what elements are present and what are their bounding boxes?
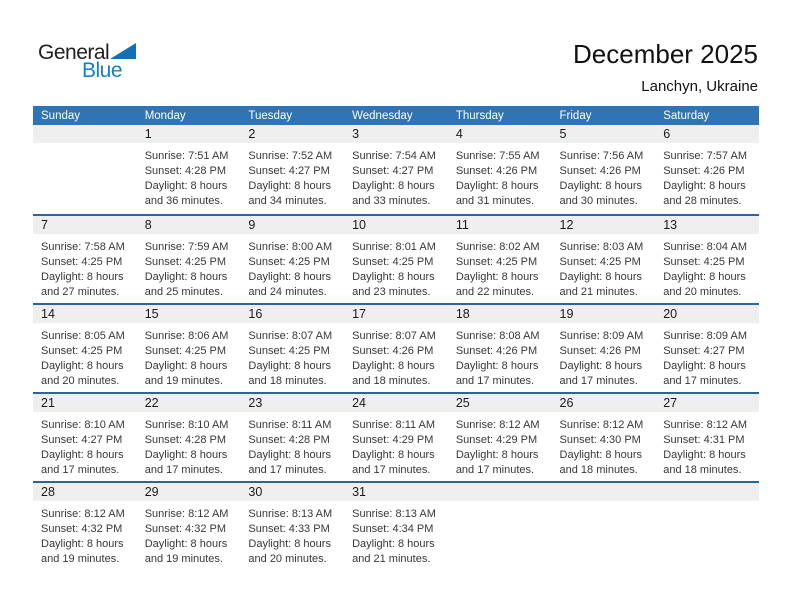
- sunrise-text: Sunrise: 8:07 AM: [352, 330, 436, 342]
- weekday-header-saturday: Saturday: [663, 109, 710, 122]
- daylight-text-line1: Daylight: 8 hours: [41, 271, 124, 283]
- daylight-text-line2: and 36 minutes.: [144, 195, 223, 207]
- sunrise-text: Sunrise: 7:59 AM: [144, 241, 229, 253]
- day-cell: [344, 234, 448, 300]
- daylight-text-line1: Daylight: 8 hours: [144, 538, 228, 550]
- sunrise-text: Sunrise: 8:11 AM: [248, 419, 332, 431]
- sunrise-text: Sunrise: 8:04 AM: [663, 241, 747, 253]
- day-number-empty: [655, 483, 759, 501]
- daylight-text-line1: Daylight: 8 hours: [352, 449, 435, 461]
- sunrise-text: Sunrise: 8:09 AM: [559, 330, 644, 342]
- day-cell: [137, 234, 241, 300]
- daylight-text-line2: and 19 minutes.: [144, 553, 223, 565]
- sunset-text: Sunset: 4:29 PM: [455, 434, 538, 446]
- sunrise-text: Sunrise: 7:52 AM: [248, 150, 333, 162]
- day-number: 26: [559, 396, 574, 410]
- sunrise-text: Sunrise: 8:13 AM: [352, 508, 436, 520]
- daylight-text-line2: and 27 minutes.: [41, 286, 120, 298]
- sunset-text: Sunset: 4:29 PM: [352, 434, 434, 446]
- sunset-text: Sunset: 4:28 PM: [144, 165, 227, 177]
- day-cell: [240, 323, 344, 389]
- daylight-text-line2: and 18 minutes.: [559, 464, 638, 476]
- week-row: [33, 214, 759, 303]
- daylight-text-line1: Daylight: 8 hours: [248, 360, 331, 372]
- daylight-text-line2: and 17 minutes.: [352, 464, 431, 476]
- daylight-text-line1: Daylight: 8 hours: [559, 449, 643, 461]
- sunrise-text: Sunrise: 8:11 AM: [352, 419, 436, 431]
- day-cell: [655, 323, 759, 389]
- sunrise-text: Sunrise: 8:12 AM: [41, 508, 125, 520]
- sunrise-text: Sunrise: 8:02 AM: [455, 241, 540, 253]
- daylight-text-line2: and 34 minutes.: [248, 195, 327, 207]
- daylight-text-line2: and 17 minutes.: [248, 464, 327, 476]
- daylight-text-line2: and 20 minutes.: [41, 375, 120, 387]
- day-number: 28: [41, 485, 55, 499]
- weekday-header-thursday: Thursday: [455, 109, 504, 122]
- weekday-header-tuesday: Tuesday: [248, 109, 293, 122]
- daylight-text-line1: Daylight: 8 hours: [352, 271, 435, 283]
- sunrise-text: Sunrise: 8:03 AM: [559, 241, 644, 253]
- daylight-text-line1: Daylight: 8 hours: [663, 449, 746, 461]
- sunset-text: Sunset: 4:25 PM: [144, 345, 227, 357]
- day-number: 5: [559, 127, 567, 141]
- day-cell: [137, 412, 241, 478]
- day-number: 19: [559, 307, 574, 321]
- day-number: 27: [663, 396, 678, 410]
- day-cell: [33, 412, 137, 478]
- sunset-text: Sunset: 4:28 PM: [144, 434, 227, 446]
- week-row: [33, 392, 759, 481]
- daylight-text-line2: and 17 minutes.: [144, 464, 223, 476]
- sunrise-text: Sunrise: 8:07 AM: [248, 330, 333, 342]
- day-cell: [137, 501, 241, 567]
- daylight-text-line2: and 22 minutes.: [455, 286, 535, 298]
- day-number: 4: [455, 127, 463, 141]
- day-content-row: [33, 501, 759, 567]
- day-content-row: [33, 234, 759, 300]
- daylight-text-line1: Daylight: 8 hours: [559, 180, 643, 192]
- sunrise-text: Sunrise: 7:55 AM: [455, 150, 540, 162]
- daylight-text-line1: Daylight: 8 hours: [455, 180, 539, 192]
- day-cell: [33, 323, 137, 389]
- daylight-text-line1: Daylight: 8 hours: [144, 271, 228, 283]
- day-number: 20: [663, 307, 678, 321]
- daylight-text-line2: and 20 minutes.: [663, 286, 742, 298]
- sunset-text: Sunset: 4:25 PM: [248, 256, 330, 268]
- daylight-text-line2: and 17 minutes.: [41, 464, 120, 476]
- day-cell: [552, 234, 656, 300]
- daylight-text-line1: Daylight: 8 hours: [455, 449, 539, 461]
- daylight-text-line2: and 18 minutes.: [663, 464, 742, 476]
- day-number: 21: [41, 396, 55, 410]
- weekday-header-sunday: Sunday: [41, 109, 81, 122]
- day-content-row: [33, 143, 759, 209]
- day-number: 31: [352, 485, 367, 499]
- daylight-text-line1: Daylight: 8 hours: [41, 449, 124, 461]
- day-number: 29: [144, 485, 159, 499]
- daylight-text-line1: Daylight: 8 hours: [144, 360, 228, 372]
- sunset-text: Sunset: 4:25 PM: [352, 256, 434, 268]
- daylight-text-line1: Daylight: 8 hours: [663, 180, 746, 192]
- sunrise-text: Sunrise: 8:10 AM: [144, 419, 229, 431]
- day-number: 23: [248, 396, 263, 410]
- day-cell: [655, 234, 759, 300]
- day-number: 24: [352, 396, 367, 410]
- day-number-band: [33, 394, 759, 412]
- day-cell: [552, 143, 656, 209]
- day-number-band: [33, 125, 759, 143]
- day-cell: [448, 412, 552, 478]
- day-cell: [655, 143, 759, 209]
- location-subtitle: Lanchyn, Ukraine: [641, 77, 758, 95]
- day-cell: [655, 412, 759, 478]
- sunrise-text: Sunrise: 7:54 AM: [352, 150, 436, 162]
- week-row: [33, 303, 759, 392]
- day-number-band: [33, 305, 759, 323]
- daylight-text-line2: and 19 minutes.: [144, 375, 223, 387]
- day-cell: [33, 501, 137, 567]
- day-cell: [448, 143, 552, 209]
- sunset-text: Sunset: 4:33 PM: [248, 523, 330, 535]
- sunset-text: Sunset: 4:25 PM: [41, 256, 123, 268]
- day-number: 13: [663, 218, 678, 232]
- day-number: 17: [352, 307, 367, 321]
- day-cell: [137, 143, 241, 209]
- weekday-header-friday: Friday: [559, 109, 592, 122]
- day-number: 25: [455, 396, 470, 410]
- day-number-band: [33, 483, 759, 501]
- logo-text-general: General: [38, 41, 110, 64]
- sunset-text: Sunset: 4:25 PM: [41, 345, 123, 357]
- daylight-text-line2: and 17 minutes.: [455, 464, 535, 476]
- daylight-text-line1: Daylight: 8 hours: [663, 271, 746, 283]
- day-number: 18: [455, 307, 470, 321]
- sunrise-text: Sunrise: 7:56 AM: [559, 150, 644, 162]
- day-number-empty: [448, 483, 552, 501]
- sunset-text: Sunset: 4:27 PM: [248, 165, 330, 177]
- day-number: 8: [144, 218, 152, 232]
- sunset-text: Sunset: 4:32 PM: [144, 523, 227, 535]
- day-content-row: [33, 412, 759, 478]
- day-number: 12: [559, 218, 574, 232]
- day-number: 15: [144, 307, 159, 321]
- sunset-text: Sunset: 4:25 PM: [663, 256, 745, 268]
- day-cell: [344, 323, 448, 389]
- day-number: 10: [352, 218, 367, 232]
- daylight-text-line2: and 24 minutes.: [248, 286, 327, 298]
- day-number: 2: [248, 127, 256, 141]
- day-cell: [240, 412, 344, 478]
- weekday-header-wednesday: Wednesday: [352, 109, 413, 122]
- daylight-text-line2: and 17 minutes.: [455, 375, 535, 387]
- sunset-text: Sunset: 4:26 PM: [559, 345, 641, 357]
- daylight-text-line1: Daylight: 8 hours: [248, 180, 331, 192]
- daylight-text-line2: and 17 minutes.: [663, 375, 742, 387]
- general-blue-logo: [38, 42, 136, 81]
- daylight-text-line2: and 30 minutes.: [559, 195, 638, 207]
- sunset-text: Sunset: 4:27 PM: [41, 434, 123, 446]
- week-row: [33, 125, 759, 214]
- day-cell: [344, 501, 448, 567]
- sunset-text: Sunset: 4:25 PM: [144, 256, 227, 268]
- daylight-text-line2: and 25 minutes.: [144, 286, 223, 298]
- sunrise-text: Sunrise: 8:09 AM: [663, 330, 747, 342]
- daylight-text-line2: and 17 minutes.: [559, 375, 638, 387]
- daylight-text-line1: Daylight: 8 hours: [663, 360, 746, 372]
- daylight-text-line1: Daylight: 8 hours: [248, 271, 331, 283]
- daylight-text-line2: and 21 minutes.: [352, 553, 431, 565]
- daylight-text-line1: Daylight: 8 hours: [352, 360, 435, 372]
- day-number: 1: [144, 127, 152, 141]
- day-cell: [240, 143, 344, 209]
- daylight-text-line1: Daylight: 8 hours: [455, 271, 539, 283]
- day-number-band: [33, 216, 759, 234]
- daylight-text-line2: and 23 minutes.: [352, 286, 431, 298]
- sunrise-text: Sunrise: 8:00 AM: [248, 241, 333, 253]
- daylight-text-line1: Daylight: 8 hours: [248, 449, 331, 461]
- day-cell: [344, 143, 448, 209]
- daylight-text-line1: Daylight: 8 hours: [41, 360, 124, 372]
- weekday-header-monday: Monday: [144, 109, 186, 122]
- daylight-text-line1: Daylight: 8 hours: [559, 271, 643, 283]
- daylight-text-line2: and 21 minutes.: [559, 286, 638, 298]
- day-cell: [344, 412, 448, 478]
- daylight-text-line1: Daylight: 8 hours: [144, 180, 228, 192]
- day-number: 7: [41, 218, 48, 232]
- sunrise-text: Sunrise: 8:12 AM: [455, 419, 540, 431]
- sunrise-text: Sunrise: 7:51 AM: [144, 150, 229, 162]
- calendar-table: [33, 106, 759, 570]
- sunrise-text: Sunrise: 8:12 AM: [144, 508, 229, 520]
- week-row: [33, 481, 759, 570]
- daylight-text-line1: Daylight: 8 hours: [352, 180, 435, 192]
- daylight-text-line1: Daylight: 8 hours: [144, 449, 228, 461]
- day-cell: [552, 412, 656, 478]
- sunset-text: Sunset: 4:31 PM: [663, 434, 745, 446]
- sunset-text: Sunset: 4:32 PM: [41, 523, 123, 535]
- sunset-text: Sunset: 4:26 PM: [559, 165, 641, 177]
- daylight-text-line1: Daylight: 8 hours: [455, 360, 539, 372]
- daylight-text-line2: and 18 minutes.: [248, 375, 327, 387]
- calendar-body: [33, 125, 759, 570]
- day-number: 6: [663, 127, 671, 141]
- day-number: 11: [455, 218, 469, 232]
- daylight-text-line2: and 18 minutes.: [352, 375, 431, 387]
- day-cell-empty: [33, 143, 137, 209]
- sunset-text: Sunset: 4:30 PM: [559, 434, 641, 446]
- sunrise-text: Sunrise: 8:12 AM: [559, 419, 644, 431]
- day-number: 9: [248, 218, 256, 232]
- daylight-text-line2: and 20 minutes.: [248, 553, 327, 565]
- day-cell: [448, 323, 552, 389]
- page-title: December 2025: [573, 39, 758, 69]
- sunset-text: Sunset: 4:25 PM: [248, 345, 330, 357]
- sunrise-text: Sunrise: 7:57 AM: [663, 150, 747, 162]
- daylight-text-line2: and 28 minutes.: [663, 195, 742, 207]
- daylight-text-line1: Daylight: 8 hours: [352, 538, 435, 550]
- sunrise-text: Sunrise: 7:58 AM: [41, 241, 125, 253]
- daylight-text-line1: Daylight: 8 hours: [248, 538, 331, 550]
- sunrise-text: Sunrise: 8:13 AM: [248, 508, 333, 520]
- sunrise-text: Sunrise: 8:10 AM: [41, 419, 125, 431]
- sunset-text: Sunset: 4:27 PM: [352, 165, 434, 177]
- sunset-text: Sunset: 4:27 PM: [663, 345, 745, 357]
- sunset-text: Sunset: 4:26 PM: [455, 345, 538, 357]
- day-cell: [240, 234, 344, 300]
- sunrise-text: Sunrise: 8:01 AM: [352, 241, 436, 253]
- day-number: 3: [352, 127, 360, 141]
- sunrise-text: Sunrise: 8:05 AM: [41, 330, 125, 342]
- day-cell: [137, 323, 241, 389]
- daylight-text-line2: and 31 minutes.: [455, 195, 535, 207]
- title-block: [573, 40, 758, 95]
- daylight-text-line2: and 19 minutes.: [41, 553, 120, 565]
- sunrise-text: Sunrise: 8:12 AM: [663, 419, 747, 431]
- day-cell-empty: [552, 501, 656, 567]
- sunset-text: Sunset: 4:26 PM: [663, 165, 745, 177]
- sunrise-text: Sunrise: 8:08 AM: [455, 330, 540, 342]
- sunset-text: Sunset: 4:26 PM: [352, 345, 434, 357]
- sunset-text: Sunset: 4:26 PM: [455, 165, 538, 177]
- sunrise-text: Sunrise: 8:06 AM: [144, 330, 229, 342]
- day-content-row: [33, 323, 759, 389]
- day-cell-empty: [655, 501, 759, 567]
- day-cell-empty: [448, 501, 552, 567]
- logo-text-blue: Blue: [82, 59, 123, 82]
- day-cell: [33, 234, 137, 300]
- day-cell: [240, 501, 344, 567]
- sunset-text: Sunset: 4:25 PM: [559, 256, 641, 268]
- day-number: 16: [248, 307, 263, 321]
- daylight-text-line1: Daylight: 8 hours: [559, 360, 643, 372]
- sunset-text: Sunset: 4:28 PM: [248, 434, 330, 446]
- day-number-empty: [552, 483, 656, 501]
- sunset-text: Sunset: 4:34 PM: [352, 523, 434, 535]
- daylight-text-line2: and 33 minutes.: [352, 195, 431, 207]
- logo-triangle-icon: [110, 43, 136, 59]
- day-number: 14: [41, 307, 55, 321]
- day-number-empty: [33, 125, 137, 143]
- day-cell: [448, 234, 552, 300]
- daylight-text-line1: Daylight: 8 hours: [41, 538, 124, 550]
- day-number: 22: [144, 396, 159, 410]
- weekday-header-row: [33, 106, 759, 125]
- day-cell: [552, 323, 656, 389]
- sunset-text: Sunset: 4:25 PM: [455, 256, 538, 268]
- day-number: 30: [248, 485, 263, 499]
